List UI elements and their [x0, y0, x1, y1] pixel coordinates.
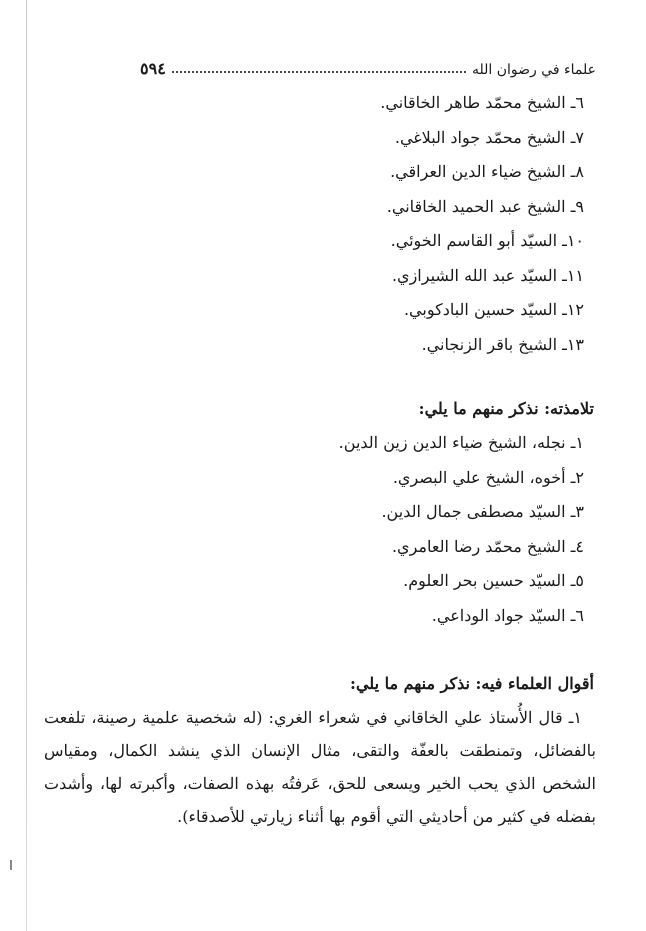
page-edge-mark: [10, 860, 12, 870]
students-list: [40, 426, 596, 633]
page-content: [40, 86, 596, 833]
teacher-item: ١٣ـ الشيخ باقر الزنجاني.: [421, 334, 584, 354]
page-header: [140, 54, 596, 78]
student-item: ٦ـ السيّد جواد الوداعي.: [431, 605, 584, 625]
student-item: ٤ـ الشيخ محمّد رضا العامري.: [391, 536, 584, 556]
teacher-item: ٦ـ الشيخ محمّد طاهر الخاقاني.: [380, 93, 584, 112]
page-number: ٥٩٤: [140, 59, 166, 78]
scholars-sayings-heading: أقوال العلماء فيه: نذكر منهم ما يلي:: [350, 674, 594, 693]
teacher-item: ١٠ـ السيّد أبو القاسم الخوئي.: [390, 231, 584, 250]
teacher-item: ١١ـ السيّد عبد الله الشيرازي.: [391, 265, 584, 285]
running-title: علماء في رضوان الله: [472, 62, 596, 78]
student-item: ٥ـ السيّد حسين بحر العلوم.: [403, 571, 584, 590]
teacher-item: ٨ـ الشيخ ضياء الدين العراقي.: [390, 162, 584, 181]
student-item: ١ـ نجله، الشيخ ضياء الدين زين الدين.: [338, 433, 584, 452]
teacher-item: ٧ـ الشيخ محمّد جواد البلاغي.: [394, 127, 584, 147]
student-item: ٣ـ السيّد مصطفى جمال الدين.: [381, 502, 584, 521]
student-item: ٢ـ أخوه، الشيخ علي البصري.: [392, 467, 584, 487]
students-heading: تلامذته: نذكر منهم ما يلي:: [418, 399, 594, 418]
header-dot-leader: [172, 71, 466, 73]
scholar-quote-paragraph: ١ـ قال الأُستاذ علي الخاقاني في شعراء الغري: (له شخصية علمية رصينة، تلفعت بالفضائل، وتمنطقت بالعفّة والتقى، مثال الإنسان الذي ينشد الكمال، ومقياس الشخص الذي يحب الخير ويسعى للحق، عَرفتُه بهذه الصفات، وأكبرته لها، وأشدت بفضله في كثير من أحاديثي التي أقوم بها أثناء زيارتي للأصدقاء).: [44, 708, 596, 826]
teacher-item: ١٢ـ السيّد حسين البادكوبي.: [403, 300, 584, 319]
teacher-item: ٩ـ الشيخ عبد الحميد الخاقاني.: [386, 196, 584, 216]
teachers-list: [40, 86, 596, 362]
page-binding-edge: [26, 0, 27, 931]
